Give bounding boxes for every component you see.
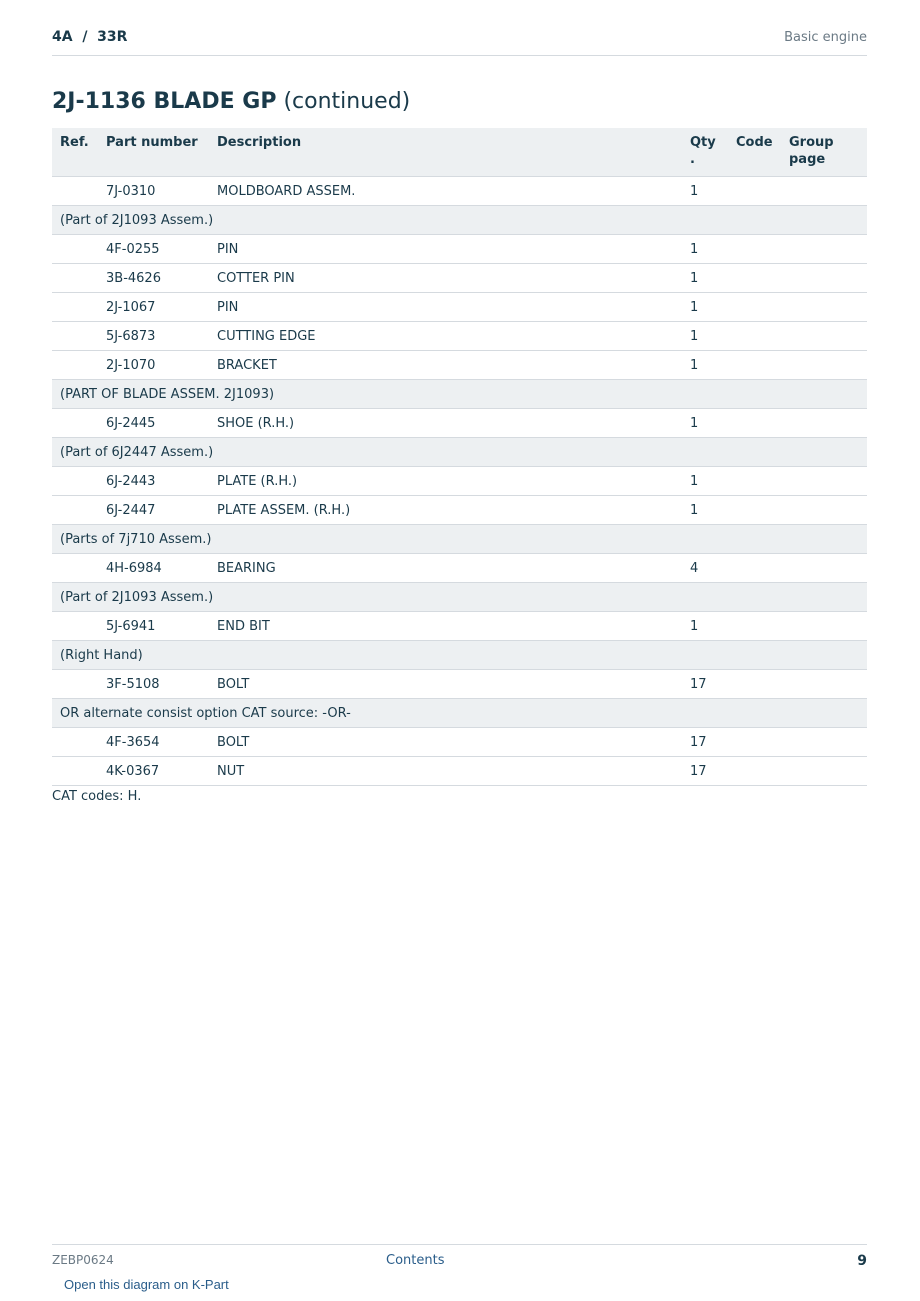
cell-group-page — [781, 757, 867, 786]
cell-code — [728, 757, 781, 786]
cell-part-number: 4F-0255 — [98, 235, 209, 264]
cell-part-number: 4K-0367 — [98, 757, 209, 786]
table-row — [52, 293, 867, 322]
cell-code — [728, 612, 781, 641]
cell-description: PIN — [209, 293, 682, 322]
cell-group-page — [781, 177, 867, 206]
cell-code — [728, 235, 781, 264]
cell-ref — [52, 670, 98, 699]
cell-code — [728, 264, 781, 293]
table-row — [52, 496, 867, 525]
cell-ref — [52, 409, 98, 438]
table-row — [52, 612, 867, 641]
column-header-ref: Ref. — [52, 128, 98, 177]
cell-code — [728, 409, 781, 438]
note-row — [52, 380, 867, 409]
note-text: (Part of 6J2447 Assem.) — [52, 438, 867, 467]
cell-qty: 1 — [682, 467, 728, 496]
cell-ref — [52, 235, 98, 264]
page-header — [52, 28, 867, 56]
cell-qty: 17 — [682, 728, 728, 757]
cell-ref — [52, 467, 98, 496]
cell-description: SHOE (R.H.) — [209, 409, 682, 438]
cell-group-page — [781, 728, 867, 757]
cell-ref — [52, 554, 98, 583]
note-text: OR alternate consist option CAT source: -OR- — [52, 699, 867, 728]
cell-qty: 1 — [682, 264, 728, 293]
column-header-group-line1: Group — [789, 135, 834, 150]
cell-code — [728, 728, 781, 757]
table-row — [52, 554, 867, 583]
cell-description: END BIT — [209, 612, 682, 641]
cell-description: NUT — [209, 757, 682, 786]
cell-code — [728, 293, 781, 322]
cell-group-page — [781, 235, 867, 264]
parts-table — [52, 128, 867, 786]
cell-part-number: 7J-0310 — [98, 177, 209, 206]
column-header-qty — [682, 128, 728, 177]
cell-qty: 1 — [682, 235, 728, 264]
cell-description: BRACKET — [209, 351, 682, 380]
column-header-group-line2: page — [789, 152, 826, 167]
cell-description: BOLT — [209, 728, 682, 757]
note-text: (Part of 2J1093 Assem.) — [52, 583, 867, 612]
cell-ref — [52, 351, 98, 380]
cell-ref — [52, 757, 98, 786]
page-title — [52, 89, 410, 114]
cell-group-page — [781, 351, 867, 380]
column-header-description: Description — [209, 128, 682, 177]
cell-part-number: 3B-4626 — [98, 264, 209, 293]
table-row — [52, 670, 867, 699]
cell-code — [728, 467, 781, 496]
cell-group-page — [781, 322, 867, 351]
note-row — [52, 525, 867, 554]
note-row — [52, 641, 867, 670]
cell-description: PIN — [209, 235, 682, 264]
note-row — [52, 438, 867, 467]
table-row — [52, 235, 867, 264]
cell-ref — [52, 496, 98, 525]
cell-group-page — [781, 496, 867, 525]
page-number: 9 — [857, 1253, 867, 1269]
cell-ref — [52, 322, 98, 351]
cell-code — [728, 351, 781, 380]
cell-group-page — [781, 293, 867, 322]
cell-ref — [52, 177, 98, 206]
cell-description: BOLT — [209, 670, 682, 699]
table-row — [52, 728, 867, 757]
cell-ref — [52, 293, 98, 322]
page-title-main: 2J-1136 BLADE GP — [52, 89, 277, 114]
column-header-part-number: Part number — [98, 128, 209, 177]
cell-group-page — [781, 554, 867, 583]
parts-table-body — [52, 177, 867, 786]
cell-code — [728, 554, 781, 583]
cell-code — [728, 670, 781, 699]
cell-group-page — [781, 264, 867, 293]
cell-ref — [52, 728, 98, 757]
table-row — [52, 322, 867, 351]
table-header-row — [52, 128, 867, 177]
cell-qty: 1 — [682, 351, 728, 380]
cell-part-number: 2J-1067 — [98, 293, 209, 322]
cell-qty: 1 — [682, 177, 728, 206]
column-header-qty-line1: Qty — [690, 135, 716, 150]
note-text: (Right Hand) — [52, 641, 867, 670]
cell-group-page — [781, 670, 867, 699]
note-row — [52, 206, 867, 235]
cell-qty: 4 — [682, 554, 728, 583]
cell-code — [728, 496, 781, 525]
cell-description: CUTTING EDGE — [209, 322, 682, 351]
cell-code — [728, 177, 781, 206]
page-footer — [52, 1244, 867, 1301]
cell-description: BEARING — [209, 554, 682, 583]
open-kpart-link[interactable]: Open this diagram on K-Part — [64, 1277, 229, 1292]
column-header-group-page — [781, 128, 867, 177]
breadcrumb: 4A / 33R — [52, 29, 128, 45]
cell-part-number: 3F-5108 — [98, 670, 209, 699]
cell-part-number: 6J-2447 — [98, 496, 209, 525]
cell-ref — [52, 612, 98, 641]
cell-group-page — [781, 612, 867, 641]
cell-description: PLATE ASSEM. (R.H.) — [209, 496, 682, 525]
note-text: (PART OF BLADE ASSEM. 2J1093) — [52, 380, 867, 409]
cell-qty: 17 — [682, 670, 728, 699]
table-row — [52, 757, 867, 786]
cell-part-number: 6J-2445 — [98, 409, 209, 438]
column-header-code: Code — [728, 128, 781, 177]
contents-link[interactable]: Contents — [386, 1253, 445, 1268]
cell-part-number: 5J-6873 — [98, 322, 209, 351]
cell-code — [728, 322, 781, 351]
cell-group-page — [781, 409, 867, 438]
cell-qty: 1 — [682, 496, 728, 525]
cell-group-page — [781, 467, 867, 496]
cell-qty: 17 — [682, 757, 728, 786]
cell-qty: 1 — [682, 293, 728, 322]
cell-part-number: 6J-2443 — [98, 467, 209, 496]
table-row — [52, 264, 867, 293]
page-title-suffix: (continued) — [283, 89, 411, 114]
table-row — [52, 409, 867, 438]
note-row — [52, 583, 867, 612]
table-row — [52, 351, 867, 380]
cell-qty: 1 — [682, 322, 728, 351]
note-text: (Parts of 7j710 Assem.) — [52, 525, 867, 554]
cell-ref — [52, 264, 98, 293]
cell-part-number: 2J-1070 — [98, 351, 209, 380]
cell-qty: 1 — [682, 409, 728, 438]
cell-qty: 1 — [682, 612, 728, 641]
cell-part-number: 4H-6984 — [98, 554, 209, 583]
table-row — [52, 467, 867, 496]
cell-description: MOLDBOARD ASSEM. — [209, 177, 682, 206]
document-id: ZEBP0624 — [52, 1253, 114, 1267]
cat-codes-note: CAT codes: H. — [52, 789, 142, 804]
section-name: Basic engine — [784, 30, 867, 45]
cell-part-number: 4F-3654 — [98, 728, 209, 757]
note-text: (Part of 2J1093 Assem.) — [52, 206, 867, 235]
cell-description: PLATE (R.H.) — [209, 467, 682, 496]
cell-description: COTTER PIN — [209, 264, 682, 293]
note-row — [52, 699, 867, 728]
table-row — [52, 177, 867, 206]
cell-part-number: 5J-6941 — [98, 612, 209, 641]
column-header-qty-line2: . — [690, 152, 695, 167]
